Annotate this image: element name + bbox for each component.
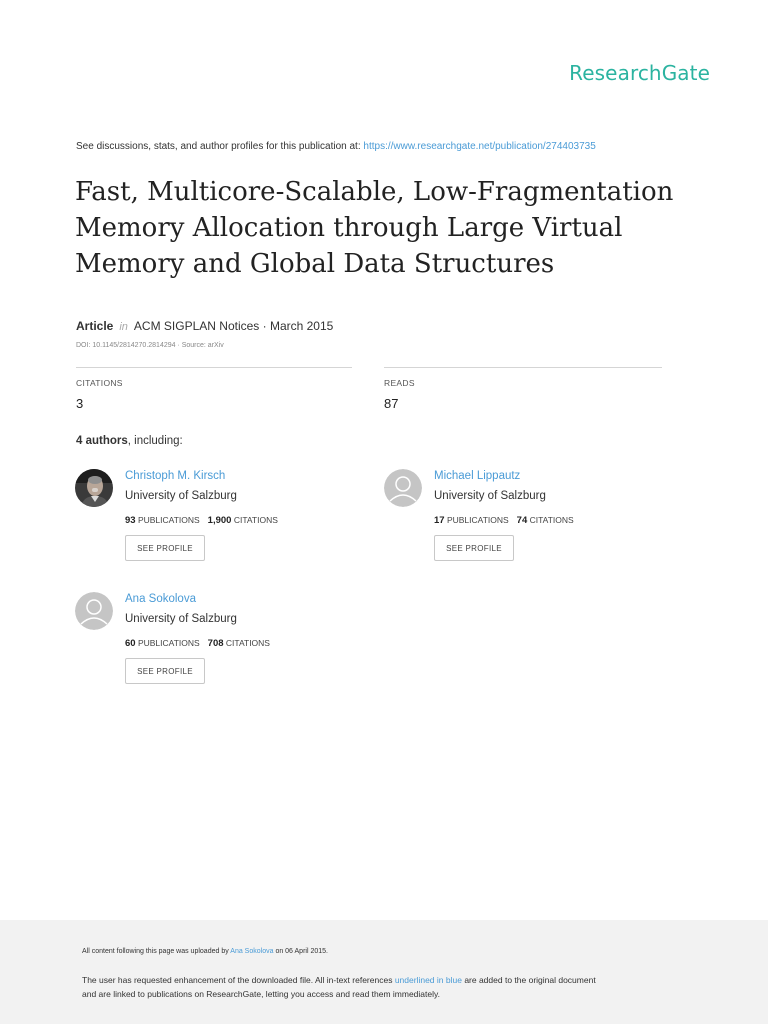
- citations-label: CITATIONS: [529, 515, 574, 525]
- title-line: Memory Allocation through Large Virtual: [75, 213, 623, 243]
- placeholder-user-icon: [384, 469, 422, 507]
- citations-label: CITATIONS: [76, 378, 123, 388]
- author-name-link[interactable]: Ana Sokolova: [125, 593, 196, 605]
- reads-divider: [384, 367, 662, 368]
- citations-count: 3: [76, 396, 84, 411]
- publications-count: 60: [125, 638, 136, 649]
- enhancement-note: [82, 973, 596, 1001]
- publications-count: 93: [125, 515, 136, 526]
- line2-prefix: The user has requested enhancement of the downloaded file. All in-text references: [82, 975, 393, 985]
- doi-source: DOI: 10.1145/2814270.2814294 · Source: arXiv: [76, 342, 224, 349]
- title-line: Memory and Global Data Structures: [75, 249, 555, 279]
- publication-title: [75, 174, 715, 282]
- avatar[interactable]: [75, 469, 113, 507]
- upload-prefix: All content following this page was uploaded by: [82, 948, 229, 955]
- upload-note: [82, 948, 328, 955]
- publication-meta: [76, 319, 333, 333]
- author-institution: University of Salzburg: [125, 490, 237, 502]
- see-profile-button[interactable]: SEE PROFILE: [125, 535, 205, 561]
- publications-count: 17: [434, 515, 445, 526]
- author-institution: University of Salzburg: [125, 613, 237, 625]
- enhancement-line: and are linked to publications on ResearchGate, letting you access and read them immediately.: [82, 989, 440, 999]
- citations-divider: [76, 367, 352, 368]
- see-profile-button[interactable]: SEE PROFILE: [125, 658, 205, 684]
- publication-type: Article: [76, 319, 114, 333]
- title-line: Fast, Multicore-Scalable, Low-Fragmentation: [75, 177, 674, 207]
- author-institution: University of Salzburg: [434, 490, 546, 502]
- authors-summary: [76, 435, 183, 447]
- citations-count: 1,900: [207, 515, 232, 526]
- footer: [0, 920, 768, 1024]
- publications-label: PUBLICATIONS: [446, 515, 509, 525]
- publications-label: PUBLICATIONS: [137, 638, 200, 648]
- placeholder-user-icon: [75, 592, 113, 630]
- author-card: [75, 469, 375, 589]
- discussion-prefix: See discussions, stats, and author profiles for this publication at:: [76, 141, 361, 152]
- upload-suffix: on 06 April 2015.: [275, 948, 328, 955]
- authors-suffix: , including:: [127, 435, 183, 447]
- citations-count: 708: [207, 638, 224, 649]
- avatar[interactable]: [75, 592, 113, 630]
- author-stats: [125, 638, 270, 649]
- publication-link[interactable]: https://www.researchgate.net/publication/274403735: [363, 141, 596, 152]
- author-name-link[interactable]: Michael Lippautz: [434, 470, 521, 482]
- see-profile-button[interactable]: SEE PROFILE: [434, 535, 514, 561]
- uploader-link[interactable]: Ana Sokolova: [230, 948, 274, 955]
- authors-count: 4 authors: [76, 435, 128, 447]
- author-stats: [434, 515, 574, 526]
- in-word: in: [119, 321, 128, 333]
- discussion-note: [76, 141, 596, 152]
- author-stats: [125, 515, 278, 526]
- publications-label: PUBLICATIONS: [137, 515, 200, 525]
- author-card: [384, 469, 684, 589]
- avatar[interactable]: [384, 469, 422, 507]
- reads-label: READS: [384, 378, 415, 388]
- citations-count: 74: [516, 515, 528, 526]
- researchgate-logo[interactable]: ResearchGate: [569, 61, 710, 85]
- enhancement-line: [82, 973, 596, 987]
- underlined-in-blue-link[interactable]: underlined in blue: [394, 975, 462, 985]
- author-photo: [75, 469, 113, 507]
- author-name-link[interactable]: Christoph M. Kirsch: [125, 470, 226, 482]
- author-card: [75, 592, 375, 712]
- venue-date: ACM SIGPLAN Notices · March 2015: [133, 319, 334, 333]
- citations-label: CITATIONS: [225, 638, 270, 648]
- citations-label: CITATIONS: [233, 515, 278, 525]
- reads-count: 87: [384, 396, 399, 411]
- line2-suffix: are added to the original document: [464, 975, 596, 985]
